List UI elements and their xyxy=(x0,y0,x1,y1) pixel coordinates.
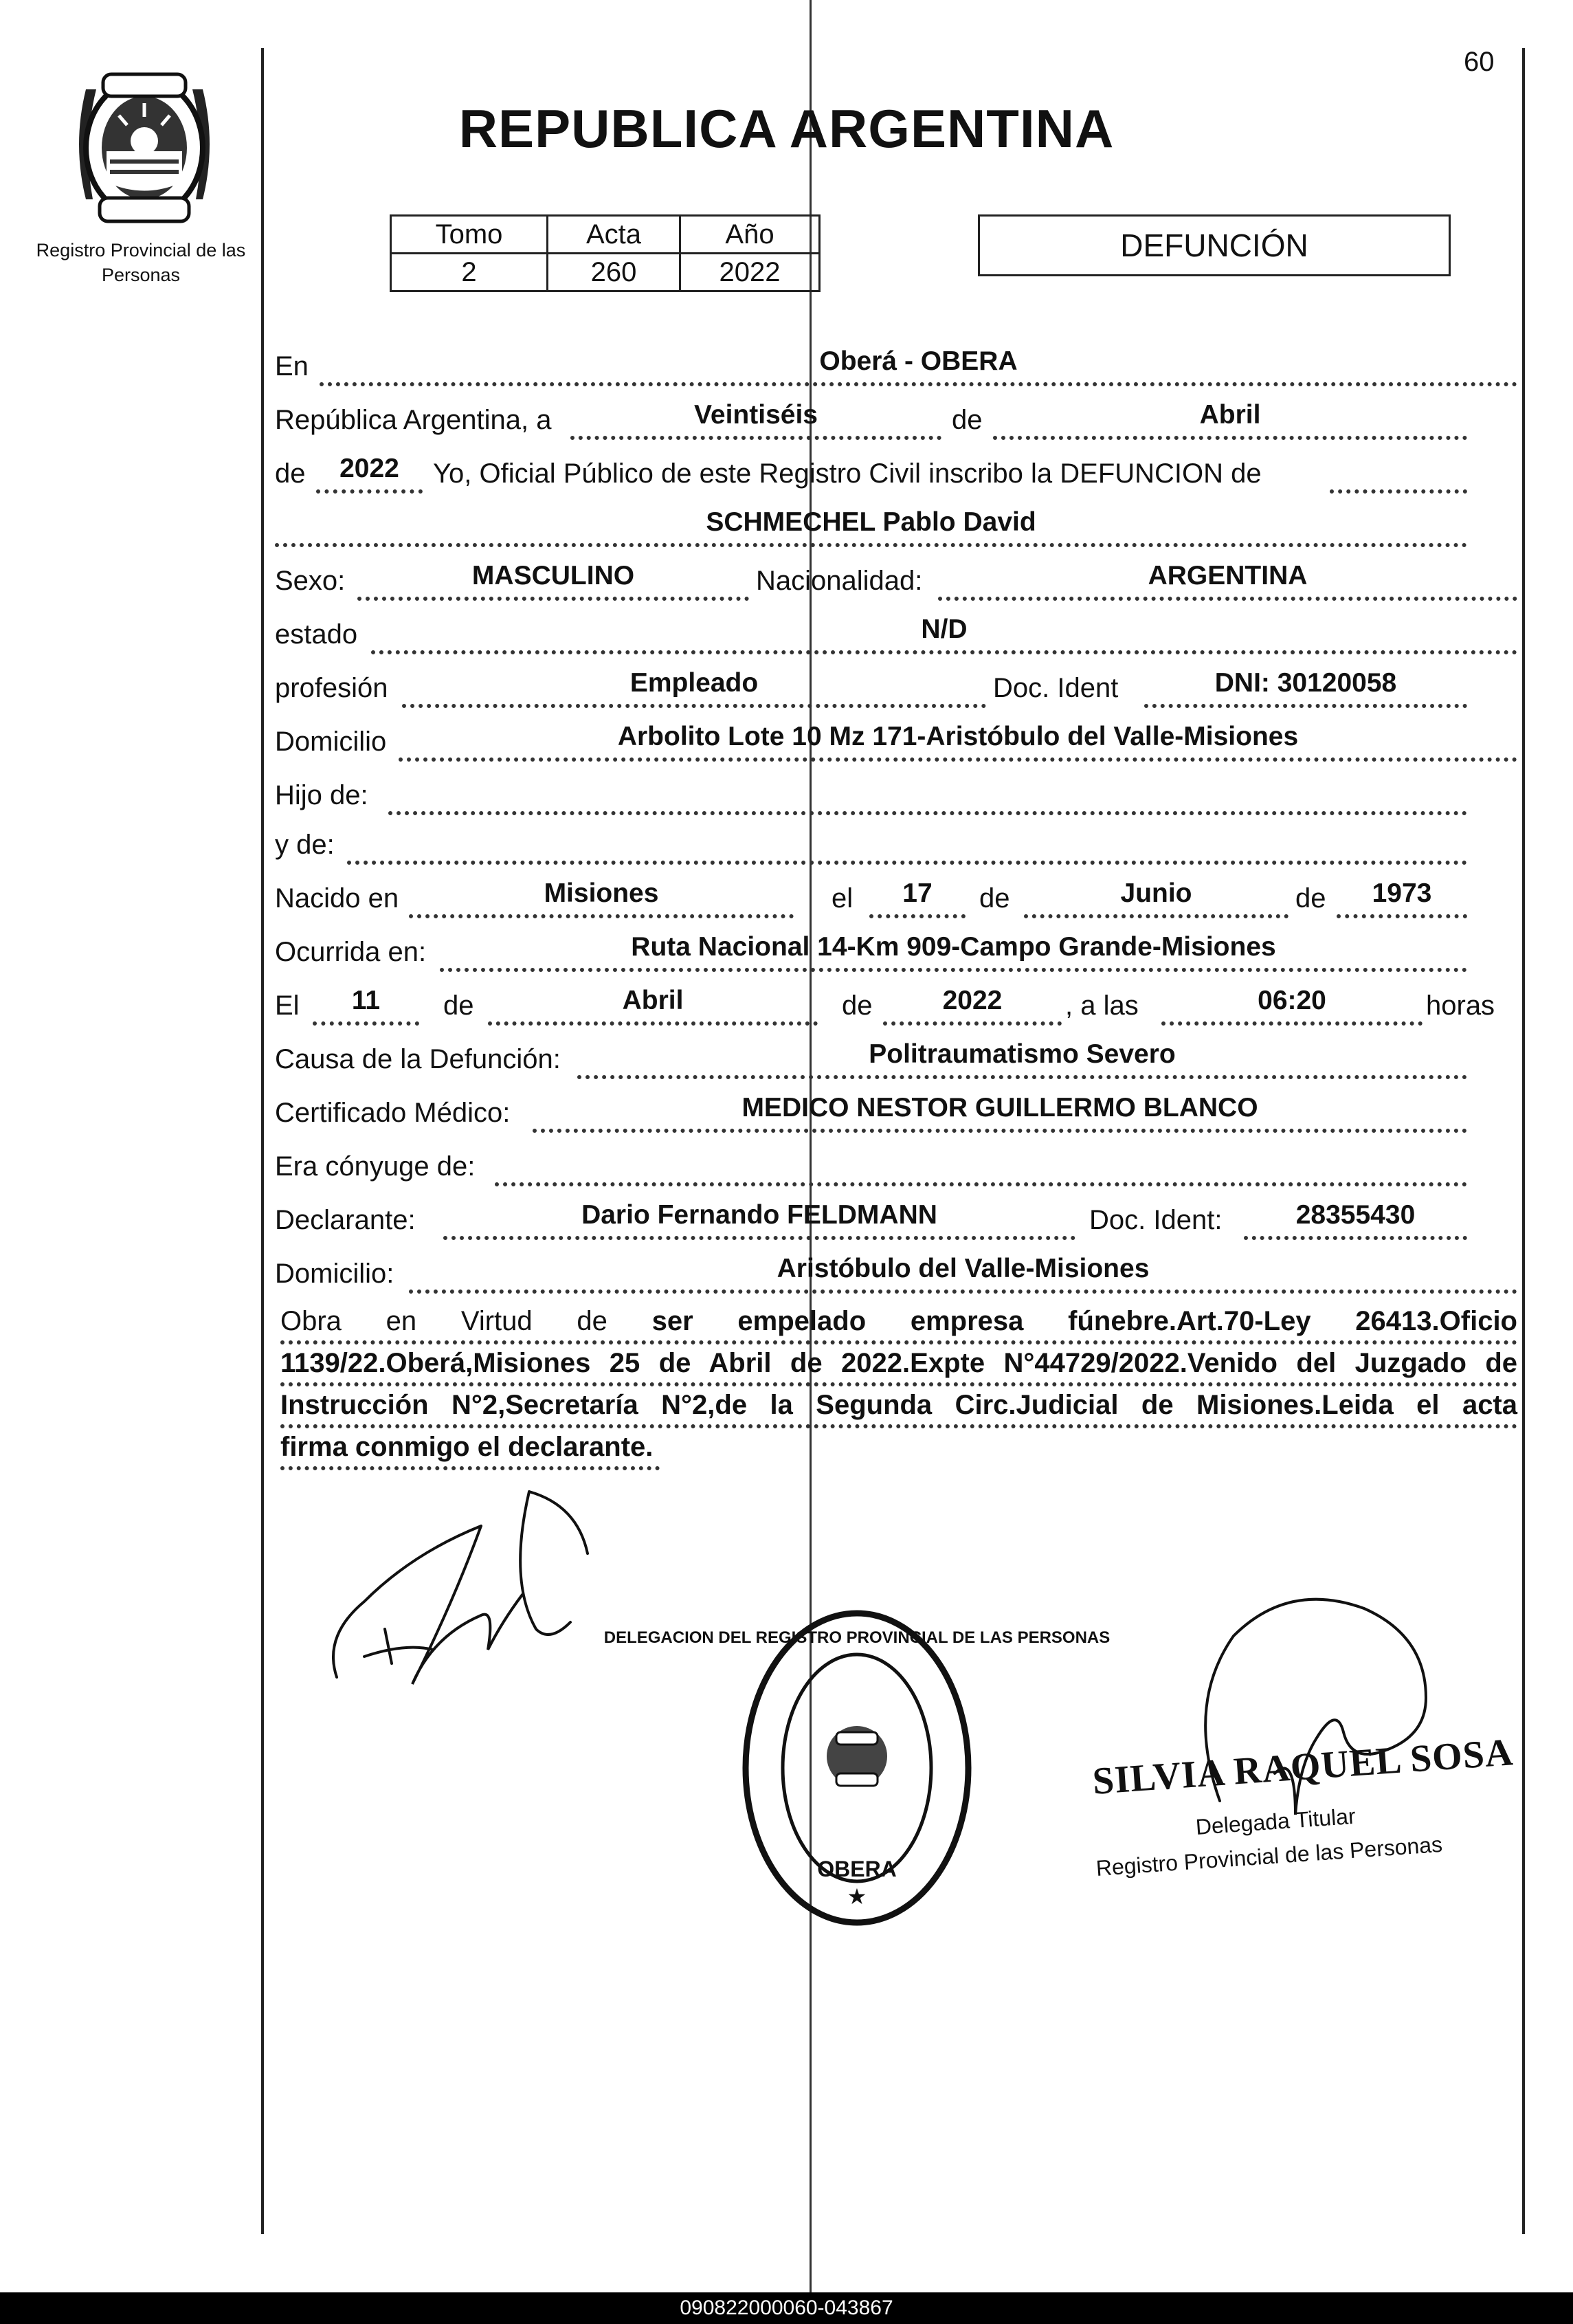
nacido-label: Nacido en xyxy=(275,883,399,914)
doc-ident-label: Doc. Ident xyxy=(993,673,1119,703)
obra-lead: Obra en Virtud de xyxy=(280,1306,607,1336)
nacido-mes-value: Junio xyxy=(1120,878,1192,908)
anio-value: 2022 xyxy=(339,454,399,483)
doc-ident-field xyxy=(1144,663,1467,708)
profesion-field xyxy=(402,663,986,708)
stamp-star-icon: ★ xyxy=(847,1884,867,1909)
official-signature xyxy=(1179,1581,1467,1842)
ano-value: 2022 xyxy=(680,254,820,291)
dia-value: Veintiséis xyxy=(694,400,818,430)
def-mes-field xyxy=(488,980,818,1026)
acta-value: 260 xyxy=(548,254,680,291)
def-hora-value: 06:20 xyxy=(1258,986,1326,1015)
profesion-value: Empleado xyxy=(629,668,759,698)
signatory-org: Registro Provincial de las Personas xyxy=(1095,1831,1444,1881)
domicilio-decl-label: Domicilio: xyxy=(275,1259,394,1289)
def-dia-field xyxy=(313,980,419,1026)
table-header-ano: Año xyxy=(680,216,820,254)
row-domicilio xyxy=(275,719,1517,762)
nacido-dia-value: 17 xyxy=(902,878,933,908)
inscribo-field xyxy=(1330,448,1467,494)
domicilio-value: Arbolito Lote 10 Mz 171-Aristóbulo del Valle-Misiones xyxy=(617,722,1299,751)
sexo-value: MASCULINO xyxy=(471,561,635,590)
signatory-title: Delegada Titular xyxy=(1194,1803,1357,1839)
nacido-de1-label: de xyxy=(979,883,1010,914)
declarante-label: Declarante: xyxy=(275,1205,416,1235)
declarante-doc-field xyxy=(1244,1195,1467,1240)
row-certificado xyxy=(275,1090,1517,1133)
sexo-field xyxy=(357,555,749,601)
table-header-acta: Acta xyxy=(548,216,680,254)
causa-label: Causa de la Defunción: xyxy=(275,1044,561,1074)
def-el-label: El xyxy=(275,991,300,1021)
nacido-el-label: el xyxy=(832,883,854,914)
ocurrida-label: Ocurrida en: xyxy=(275,937,427,967)
certificado-label: Certificado Médico: xyxy=(275,1098,511,1128)
table-header-row xyxy=(391,216,820,254)
en-value: Oberá - OBERA xyxy=(819,346,1018,376)
declarante-field xyxy=(443,1195,1075,1240)
document-type-box xyxy=(978,214,1451,276)
estado-value: N/D xyxy=(921,615,968,644)
nacido-anio-value: 1973 xyxy=(1372,878,1432,908)
nombre-field xyxy=(275,502,1467,547)
obra-en-virtud-block xyxy=(280,1303,1517,1470)
declarant-signature xyxy=(323,1478,618,1718)
row-nacido xyxy=(275,876,1517,918)
row-fecha-defuncion xyxy=(275,983,1517,1026)
fecha-label: República Argentina, a xyxy=(275,405,552,435)
dia-field xyxy=(570,395,941,440)
page-title: REPUBLICA ARGENTINA xyxy=(458,98,1115,159)
document-type: DEFUNCIÓN xyxy=(1120,228,1308,263)
estado-label: estado xyxy=(275,619,358,650)
row-estado xyxy=(275,612,1517,654)
y-de-field xyxy=(347,819,1467,865)
nacido-anio-field xyxy=(1337,873,1467,918)
row-fecha xyxy=(275,397,1517,440)
def-hora-field xyxy=(1161,980,1423,1026)
row-anio xyxy=(275,451,1517,494)
row-en xyxy=(275,344,1517,386)
nacido-lugar-field xyxy=(409,873,794,918)
nacido-mes-field xyxy=(1024,873,1288,918)
agency-name: Registro Provincial de las Personas xyxy=(36,240,246,285)
registry-stamp xyxy=(603,1605,1111,1932)
mes-value: Abril xyxy=(1199,400,1261,430)
obra-line-2: 1139/22.Oberá,Misiones 25 de Abril de 2022.Expte N°44729/2022.Venido del Juzgado de xyxy=(280,1344,1517,1386)
def-de2-label: de xyxy=(842,991,873,1021)
nacido-lugar-value: Misiones xyxy=(544,878,659,908)
obra-line-1 xyxy=(280,1303,1517,1344)
def-de1-label: de xyxy=(443,991,474,1021)
hijo-de-field xyxy=(388,770,1467,815)
nacionalidad-label: Nacionalidad: xyxy=(756,566,923,596)
declarante-doc-label: Doc. Ident: xyxy=(1089,1205,1223,1235)
left-margin-line xyxy=(261,48,264,2234)
declarante-value: Dario Fernando FELDMANN xyxy=(581,1200,937,1230)
stamp-city: OBERA xyxy=(817,1857,897,1881)
row-y-de xyxy=(275,822,1517,865)
nacionalidad-field xyxy=(938,555,1517,601)
en-label: En xyxy=(275,351,309,381)
causa-value: Politraumatismo Severo xyxy=(869,1039,1176,1069)
footer-code: 090822000060-043867 xyxy=(0,2292,1573,2324)
stamp-text: DELEGACION DEL REGISTRO PROVINCIAL DE LAS PERSONAS xyxy=(603,1628,1111,1647)
doc-ident-value: DNI: 30120058 xyxy=(1214,668,1397,698)
row-conyuge xyxy=(275,1144,1517,1186)
tomo-value: 2 xyxy=(391,254,548,291)
tomo-acta-ano-table xyxy=(390,214,821,292)
row-profesion xyxy=(275,665,1517,708)
row-sexo xyxy=(275,558,1517,601)
table-header-tomo: Tomo xyxy=(391,216,548,254)
obra-line-3: Instrucción N°2,Secretaría N°2,de la Segunda Circ.Judicial de Misiones.Leida el acta xyxy=(280,1386,1517,1428)
obra-line-4: firma conmigo el declarante. xyxy=(280,1428,660,1470)
page-number: 60 xyxy=(1464,47,1495,77)
row-nombre xyxy=(275,505,1517,547)
row-ocurrida xyxy=(275,929,1517,972)
row-hijo-de xyxy=(275,773,1517,815)
nacionalidad-value: ARGENTINA xyxy=(1148,561,1308,590)
def-horas-label: horas xyxy=(1426,991,1495,1021)
certificado-value: MEDICO NESTOR GUILLERMO BLANCO xyxy=(741,1093,1258,1122)
anio-field xyxy=(316,448,423,494)
causa-field xyxy=(577,1034,1467,1079)
row-declarante xyxy=(275,1197,1517,1240)
row-domicilio-declarante xyxy=(275,1251,1517,1294)
conyuge-label: Era cónyuge de: xyxy=(275,1151,476,1182)
domicilio-decl-field xyxy=(409,1248,1517,1294)
ocurrida-value: Ruta Nacional 14-Km 909-Campo Grande-Misiones xyxy=(631,932,1276,962)
def-mes-value: Abril xyxy=(622,986,684,1015)
en-field xyxy=(320,341,1517,386)
ocurrida-field xyxy=(440,927,1467,972)
conyuge-field xyxy=(495,1141,1467,1186)
certificado-field xyxy=(533,1087,1467,1133)
def-a-las-label: , a las xyxy=(1065,991,1139,1021)
fecha-de-label: de xyxy=(952,405,983,435)
domicilio-label: Domicilio xyxy=(275,727,387,757)
profesion-label: profesión xyxy=(275,673,388,703)
domicilio-decl-value: Aristóbulo del Valle-Misiones xyxy=(777,1254,1150,1283)
row-causa xyxy=(275,1037,1517,1079)
right-margin-line xyxy=(1522,48,1525,2234)
declarante-doc-value: 28355430 xyxy=(1295,1200,1416,1230)
domicilio-field xyxy=(399,716,1517,762)
anio-de-label: de xyxy=(275,458,306,489)
mes-field xyxy=(993,395,1467,440)
def-anio-value: 2022 xyxy=(942,986,1003,1015)
y-de-label: y de: xyxy=(275,830,335,860)
obra-line1-text: ser empelado empresa fúnebre.Art.70-Ley 26413.Oficio xyxy=(651,1306,1517,1336)
table-row xyxy=(391,254,820,291)
inscribo-text: Yo, Oficial Público de este Registro Civil inscribo la DEFUNCION de xyxy=(433,458,1262,489)
nacido-de2-label: de xyxy=(1295,883,1326,914)
nombre-value: SCHMECHEL Pablo David xyxy=(706,507,1036,537)
def-dia-value: 11 xyxy=(351,986,381,1015)
hijo-de-label: Hijo de: xyxy=(275,780,368,810)
signatory-name: SILVIA RAQUEL SOSA xyxy=(1091,1731,1515,1803)
sexo-label: Sexo: xyxy=(275,566,346,596)
nacido-dia-field xyxy=(869,873,966,918)
estado-field xyxy=(371,609,1517,654)
def-anio-field xyxy=(883,980,1062,1026)
